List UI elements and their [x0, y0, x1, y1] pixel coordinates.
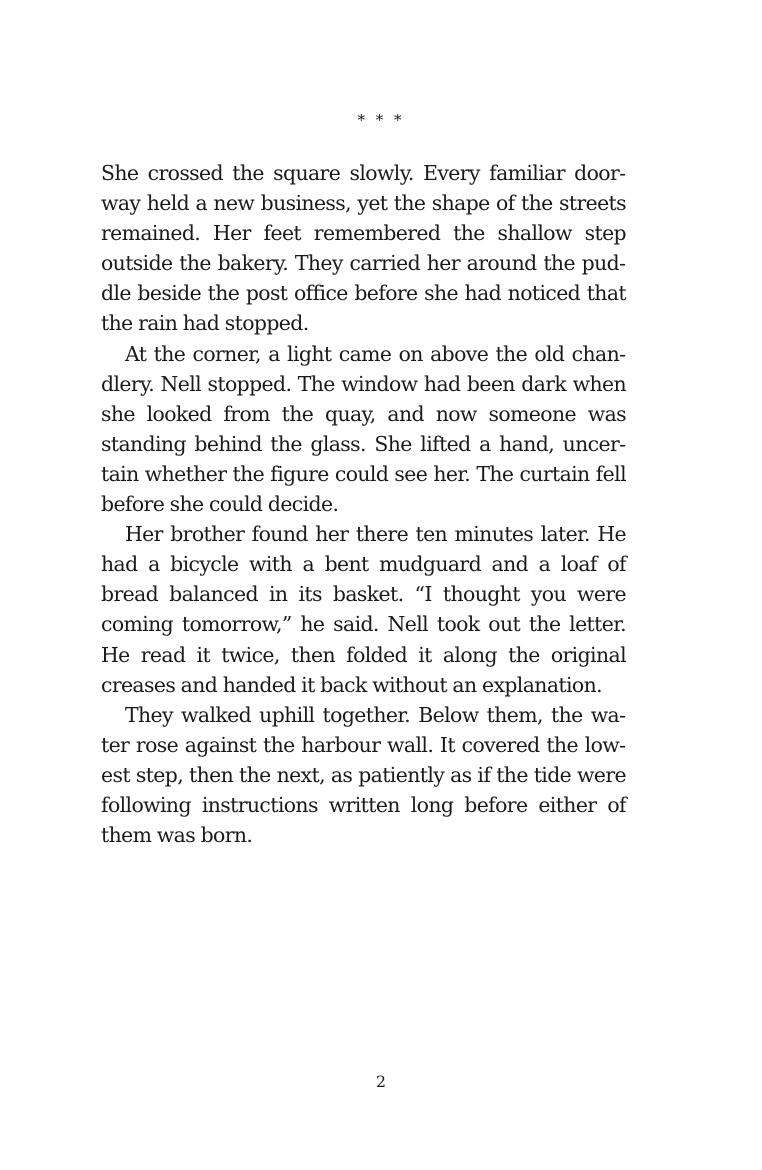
- body-text: [101, 158, 626, 850]
- paragraph-2: At the corner, a light came on above the old chandlery. Nell stopped. The window had been dark when she looked from the quay, and now someone was standing behind the glass. She lifted a hand, uncertain whether the figure could see her. The curtain fell before she could decide.: [101, 341, 626, 517]
- paragraph-1: She crossed the square slowly. Every familiar doorway held a new business, yet the shape of the streets remained. Her feet remembered the shallow step outside the bakery. They carried her around the puddle beside the post office before she had noticed that the rain had stopped.: [101, 161, 626, 336]
- page-number: 2: [375, 1072, 387, 1091]
- paragraph-3: Her brother found her there ten minutes later. He had a bicycle with a bent mudguard and a loaf of bread balanced in its basket. “I thought you were coming tomorrow,” he said. Nell took out the letter. He read it twice, then folded it along the original creases and handed it back without an explanation.: [101, 522, 626, 697]
- paragraph-4: They walked uphill together. Below them, the water rose against the harbour wall. It covered the lowest step, then the next, as patiently as if the tide were following instructions written long before either of them was born.: [101, 702, 626, 848]
- section-separator: * * *: [357, 111, 405, 129]
